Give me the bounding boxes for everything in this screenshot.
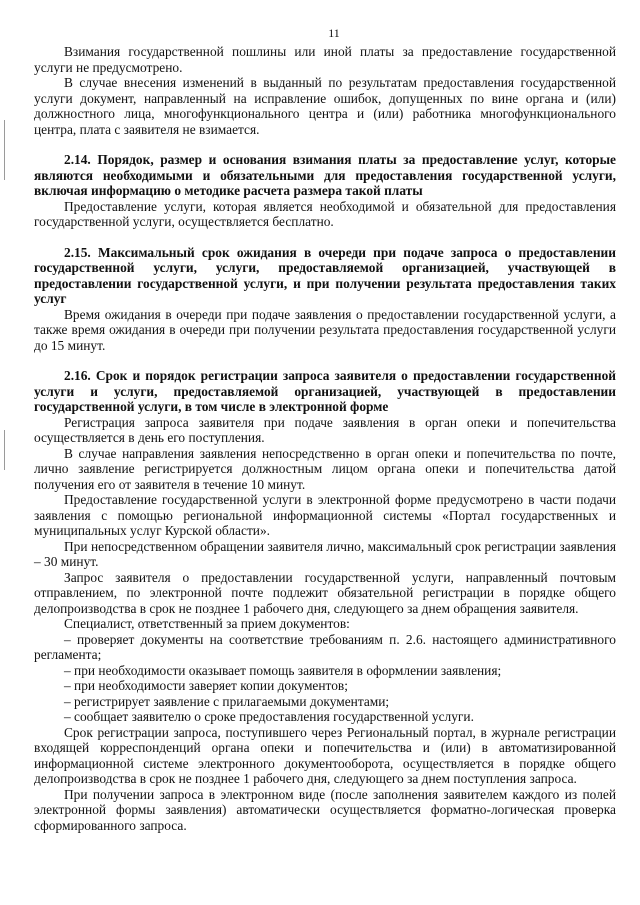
- list-item: – при необходимости оказывает помощь заявителя в оформлении заявления;: [64, 662, 502, 678]
- section-2-15-text: Время ожидания в очереди при подаче заявления о предоставлении государственной услуги, а также время ожидания в очереди при получении результата предоставления государственной услуги до 15 минут.: [34, 306, 616, 353]
- scan-edge-mark: [4, 430, 5, 470]
- list-item: – при необходимости заверяет копии документов;: [64, 678, 348, 693]
- section-2-15-heading: 2.15. Максимальный срок ожидания в очереди при подаче запроса о предоставлении государственной услуги, услуги, предоставляемой организацией, участвующей в предоставлении государственной услуги, и при получении результата предоставления таких услуг: [34, 244, 616, 306]
- section-2-16-registration-day: Регистрация запроса заявителя при подаче заявления в орган опеки и попечительства осуществляется в день его поступления.: [34, 414, 616, 445]
- section-2-16-specialist-intro: Специалист, ответственный за прием документов:: [64, 616, 350, 631]
- section-2-16-mail-registration: В случае направления заявления непосредственно в орган опеки и попечительства по почте, лично заявление регистрируется должностным лицом органа опеки и попечительства датой получения его от заявителя в течение 10 минут.: [34, 445, 616, 492]
- page-number: 11: [328, 26, 340, 40]
- paragraph-corrections-no-fee: В случае внесения изменений в выданный по результатам предоставления государственной услуги документ, направленный на исправление ошибок, допущенных по вине органа и (или) должностного лица, многофункционального центра и (или) работника многофункционального центра, плата с заявителя не взимается.: [34, 75, 616, 137]
- section-2-14-text: Предоставление услуги, которая является необходимой и обязательной для предоставления государственной услуги, осуществляется бесплатно.: [34, 198, 616, 229]
- section-2-16-heading: 2.16. Срок и порядок регистрации запроса заявителя о предоставлении государственной услуги и услуги, предоставляемой организацией, участвующей в предоставлении государственной услуги, в том числе в электронной форме: [34, 368, 616, 414]
- specialist-duties-list: [34, 632, 616, 725]
- scan-edge-mark: [4, 120, 5, 180]
- section-2-14-heading: 2.14. Порядок, размер и основания взимания платы за предоставление услуг, которые являются необходимыми и обязательными для предоставления государственной услуги, включая информацию о методике расчета размера такой платы: [34, 152, 616, 198]
- section-2-16-personal-visit: При непосредственном обращении заявителя лично, максимальный срок регистрации заявления – 30 минут.: [34, 538, 616, 569]
- section-2-16-postal-request: Запрос заявителя о предоставлении государственной услуги, направленный почтовым отправлением, по электронной почте подлежит обязательной регистрации в порядке общего делопроизводства в срок не позднее 1 рабочего дня, следующего за днем обращения заявителя.: [34, 569, 616, 616]
- section-2-16-format-check: При получении запроса в электронном виде (после заполнения заявителем каждого из полей электронной формы заявления) автоматически осуществляется форматно-логическая проверка сформированного запроса.: [34, 786, 616, 833]
- paragraph-fee-not-provided: Взимания государственной пошлины или иной платы за предоставление государственной услуги не предусмотрено.: [34, 44, 616, 75]
- list-item: – регистрирует заявление с прилагаемыми документами;: [64, 693, 390, 709]
- section-2-16-portal-registration: Срок регистрации запроса, поступившего через Региональный портал, в журнале регистрации входящей корреспонденций органа опеки и попечительства и (или) в автоматизированной информационной системе электронного документооборота, осуществляется в порядке общего делопроизводства в срок не позднее 1 рабочего дня, следующего за днем поступления запроса.: [34, 724, 616, 786]
- list-item: – проверяет документы на соответствие требованиям п. 2.6. настоящего административного регламента;: [34, 631, 616, 662]
- list-item: – сообщает заявителю о сроке предоставления государственной услуги.: [64, 709, 474, 724]
- section-2-16-electronic-form: Предоставление государственной услуги в электронной форме предусмотрено в части подачи заявления с помощью региональной информационной системы «Портал государственных и муниципальных услуг Курской области».: [34, 492, 616, 538]
